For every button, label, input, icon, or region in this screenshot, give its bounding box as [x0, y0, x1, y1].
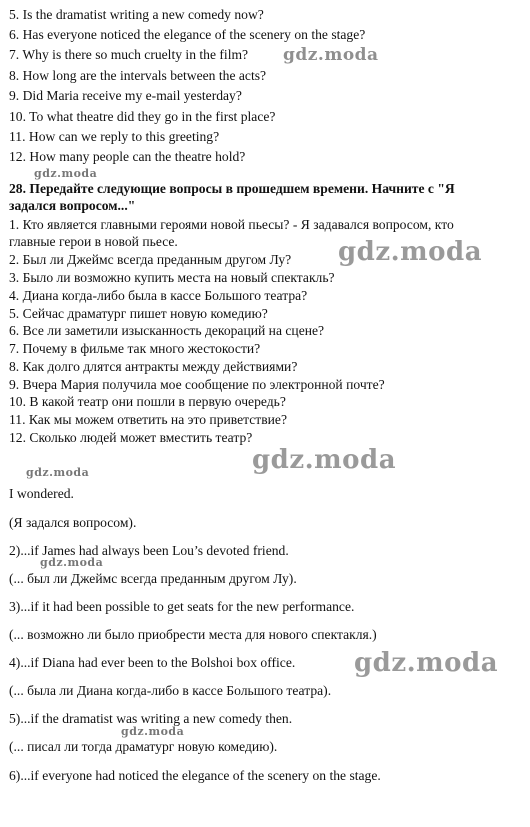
question-line: 6. Has everyone noticed the elegance of the scenery on the stage? [9, 27, 366, 42]
exercise-heading: 28. Передайте следующие вопросы в прошедшем времени. Начните с "Я [9, 181, 455, 196]
russian-line: 11. Как мы можем ответить на это приветствие? [9, 412, 287, 427]
russian-line: 7. Почему в фильме так много жестокости? [9, 341, 261, 356]
watermark: gdz.moda [34, 167, 98, 180]
russian-line: главные герои в новой пьесе. [9, 234, 178, 249]
answer-line: 6)...if everyone had noticed the elegance of the scenery on the stage. [9, 768, 381, 783]
question-line: 12. How many people can the theatre hold? [9, 149, 246, 164]
answer-line: I wondered. [9, 486, 74, 501]
question-line: 9. Did Maria receive my e-mail yesterday? [9, 88, 242, 103]
watermark: gdz.moda [26, 466, 90, 479]
russian-line: 4. Диана когда-либо была в кассе Большого театра? [9, 288, 308, 303]
answer-line: (... писал ли тогда драматург новую комедию). [9, 739, 278, 754]
russian-line: 2. Был ли Джеймс всегда преданным другом Лу? [9, 252, 292, 267]
watermark: gdz.moda [252, 445, 397, 475]
answer-line: 2)...if James had always been Lou’s devoted friend. [9, 543, 289, 558]
answer-line: 5)...if the dramatist was writing a new comedy then. [9, 711, 293, 726]
russian-line: 6. Все ли заметили изысканность декораций на сцене? [9, 323, 325, 338]
answer-line: (... возможно ли было приобрести места для нового спектакля.) [9, 627, 377, 642]
exercise-heading-cont: задался вопросом..." [9, 198, 136, 213]
russian-line: 1. Кто является главными героями новой пьесы? - Я задавался вопросом, кто [9, 217, 454, 232]
question-line: 7. Why is there so much cruelty in the film? [9, 47, 249, 62]
question-line: 11. How can we reply to this greeting? [9, 129, 220, 144]
watermark: gdz.moda [40, 556, 104, 569]
russian-line: 5. Сейчас драматург пишет новую комедию? [9, 306, 268, 321]
russian-line: 12. Сколько людей может вместить театр? [9, 430, 253, 445]
answer-line: (... был ли Джеймс всегда преданным другом Лу). [9, 571, 297, 586]
answer-line: 3)...if it had been possible to get seats for the new performance. [9, 599, 355, 614]
watermark: gdz.moda [338, 237, 483, 267]
answer-line: (Я задался вопросом). [9, 515, 137, 530]
watermark: gdz.moda [121, 725, 185, 738]
question-line: 10. To what theatre did they go in the first place? [9, 109, 276, 124]
russian-line: 9. Вчера Мария получила мое сообщение по электронной почте? [9, 377, 385, 392]
watermark: gdz.moda [354, 648, 499, 678]
russian-line: 3. Было ли возможно купить места на новый спектакль? [9, 270, 335, 285]
question-line: 5. Is the dramatist writing a new comedy now? [9, 7, 264, 22]
answer-line: (... была ли Диана когда-либо в кассе Большого театра). [9, 683, 332, 698]
russian-line: 8. Как долго длятся антракты между действиями? [9, 359, 298, 374]
answer-line: 4)...if Diana had ever been to the Bolshoi box office. [9, 655, 296, 670]
watermark: gdz.moda [283, 45, 379, 65]
russian-line: 10. В какой театр они пошли в первую очередь? [9, 394, 286, 409]
question-line: 8. How long are the intervals between the acts? [9, 68, 267, 83]
